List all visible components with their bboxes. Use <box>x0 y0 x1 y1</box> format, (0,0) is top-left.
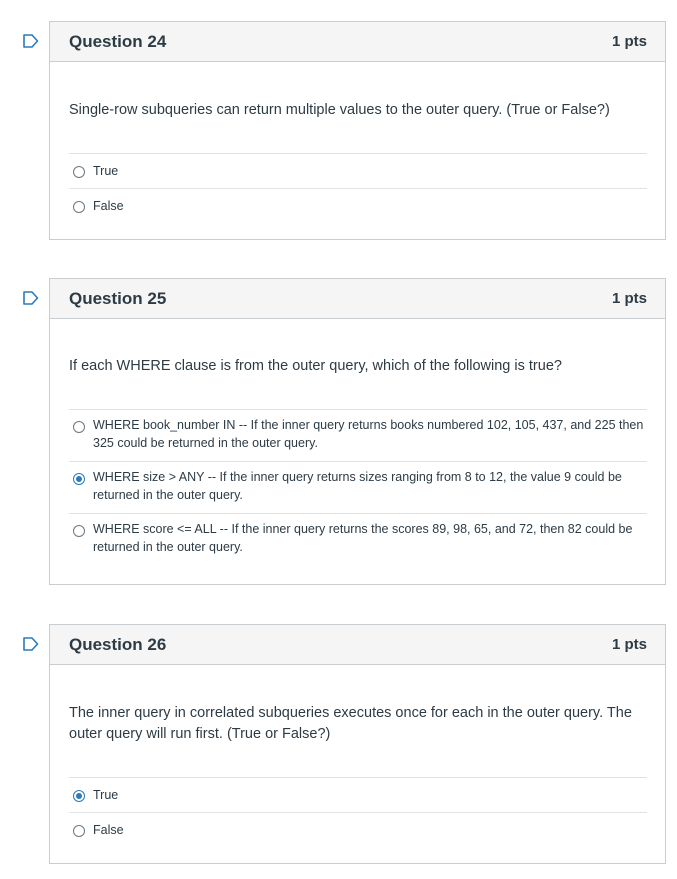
radio-button[interactable] <box>73 525 85 537</box>
answer-option-1[interactable] <box>69 410 647 462</box>
answer-option-false[interactable] <box>69 189 647 223</box>
radio-button[interactable] <box>73 790 85 802</box>
question-title: Question 26 <box>69 634 167 654</box>
question-text: The inner query in correlated subqueries executes once for each in the outer query. The outer query will run first. (True or False?) <box>69 705 632 742</box>
answer-option-2[interactable] <box>69 462 647 514</box>
question-title: Question 25 <box>69 288 167 308</box>
question-header <box>50 279 665 319</box>
question-26 <box>49 624 666 864</box>
answer-option-true[interactable] <box>69 154 647 189</box>
answer-label: False <box>93 823 124 837</box>
bookmark-flag-icon[interactable] <box>23 291 39 305</box>
answer-list <box>69 409 647 565</box>
radio-button[interactable] <box>73 166 85 178</box>
question-points: 1 pts <box>611 636 647 653</box>
question-header <box>50 625 665 665</box>
radio-button[interactable] <box>73 825 85 837</box>
bookmark-flag-icon[interactable] <box>23 637 39 651</box>
radio-button[interactable] <box>73 473 85 485</box>
radio-button[interactable] <box>73 421 85 433</box>
answer-option-false[interactable] <box>69 813 647 847</box>
answer-label: WHERE book_number IN -- If the inner query returns books numbered 102, 105, 437, and 225 then 325 could be returned in the outer query. <box>93 418 644 450</box>
answer-option-true[interactable] <box>69 778 647 813</box>
question-points: 1 pts <box>611 33 647 50</box>
answer-list <box>69 153 647 223</box>
answer-option-3[interactable] <box>69 514 647 565</box>
answer-label: True <box>93 164 119 178</box>
bookmark-flag-icon[interactable] <box>23 34 39 48</box>
radio-button[interactable] <box>73 201 85 213</box>
answer-list <box>69 777 647 847</box>
question-header <box>50 22 665 62</box>
question-title: Question 24 <box>69 31 167 51</box>
question-points: 1 pts <box>611 290 647 307</box>
question-25 <box>49 278 666 585</box>
answer-label: True <box>93 788 119 802</box>
answer-label: False <box>93 199 124 213</box>
answer-label: WHERE size > ANY -- If the inner query returns sizes ranging from 8 to 12, the value 9 could be returned in the outer query. <box>93 470 622 502</box>
question-text: Single-row subqueries can return multiple values to the outer query. (True or False?) <box>69 102 610 118</box>
question-24 <box>49 21 666 240</box>
answer-label: WHERE score <= ALL -- If the inner query returns the scores 89, 98, 65, and 72, then 82 could be returned in the outer query. <box>93 522 633 554</box>
question-text: If each WHERE clause is from the outer query, which of the following is true? <box>69 358 562 374</box>
